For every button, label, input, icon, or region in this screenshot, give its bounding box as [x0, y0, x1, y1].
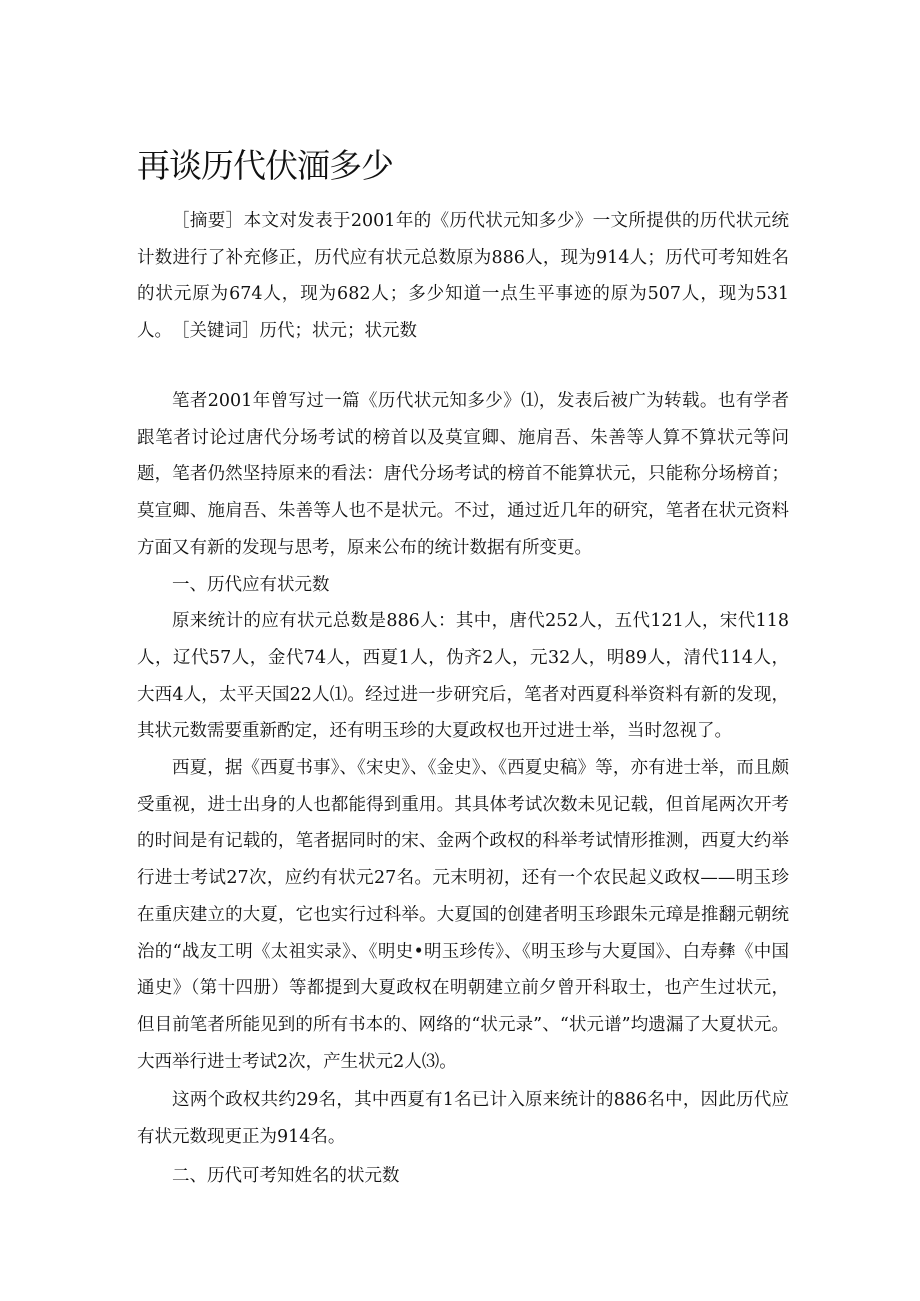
- paragraph-xixia: 西夏，据《西夏书事》、《宋史》、《金史》、《西夏史稿》等，亦有进士举，而且颇受重视，进士出身的人也都能得到重用。其具体考试次数未见记载，但首尾两次开考的时间是有记载的，笔者据同时的宋、金两个政权的科举考试情形推测，西夏大约举行进士考试27次，应约有状元27名。元末明初，还有一个农民起义政权——明玉珍在重庆建立的大夏，它也实行过科举。大夏国的创建者明玉珍跟朱元璋是推翻元朝统治的“战友工明《太祖实录》、《明史•明玉珍传》、《明玉珍与大夏国》、白寿彝《中国通史》（第十四册）等都提到大夏政权在明朝建立前夕曾开科取士，也产生过状元，但目前笔者所能见到的所有书本的、网络的“状元录”、“状元谱”均遗漏了大夏状元。大西举行进士考试2次，产生状元2人⑶。: [137, 758, 789, 1072]
- body-text: [137, 383, 789, 1194]
- abstract-label: ［摘要］: [172, 211, 244, 231]
- abstract-text: 本文对发表于2001年的《历代状元知多少》一文所提供的历代状元统计数进行了补充修正，历代应有状元总数原为886人，现为914人；历代可考知姓名的状元原为674人，现为682人；多少知道一点生平事迹的原为507人，现为531人。: [137, 211, 789, 341]
- keywords: [137, 313, 789, 350]
- page-title: 再谈历代伏湎多少: [137, 146, 393, 185]
- keywords-label: ［关键词］: [172, 321, 260, 341]
- section-heading-2: 二、历代可考知姓名的状元数: [172, 1165, 400, 1186]
- paragraph-intro: 笔者2001年曾写过一篇《历代状元知多少》⑴，发表后被广为转载。也有学者跟笔者讨论过唐代分场考试的榜首以及莫宣卿、施肩吾、朱善等人算不算状元等问题，笔者仍然坚持原来的看法：唐代分场考试的榜首不能算状元，只能称分场榜首；莫宣卿、施肩吾、朱善等人也不是状元。不过，通过近几年的研究，笔者在状元资料方面又有新的发现与思考，原来公布的统计数据有所变更。: [137, 391, 789, 558]
- keywords-text: 历代；状元；状元数: [259, 321, 417, 341]
- section-heading-1: 一、历代应有状元数: [172, 574, 330, 595]
- paragraph-correction: 这两个政权共约29名，其中西夏有1名已计入原来统计的886名中，因此历代应有状元数现更正为914名。: [137, 1090, 789, 1148]
- paragraph-original-count: 原来统计的应有状元总数是886人：其中，唐代252人，五代121人，宋代118人，辽代57人，金代74人，西夏1人，伪齐2人，元32人，明89人，清代114人，大西4人，太平天国22人⑴。经过进一步研究后，笔者对西夏科举资料有新的发现，其状元数需要重新酌定，还有明玉珍的大夏政权也开过进士举，当时忽视了。: [137, 611, 789, 742]
